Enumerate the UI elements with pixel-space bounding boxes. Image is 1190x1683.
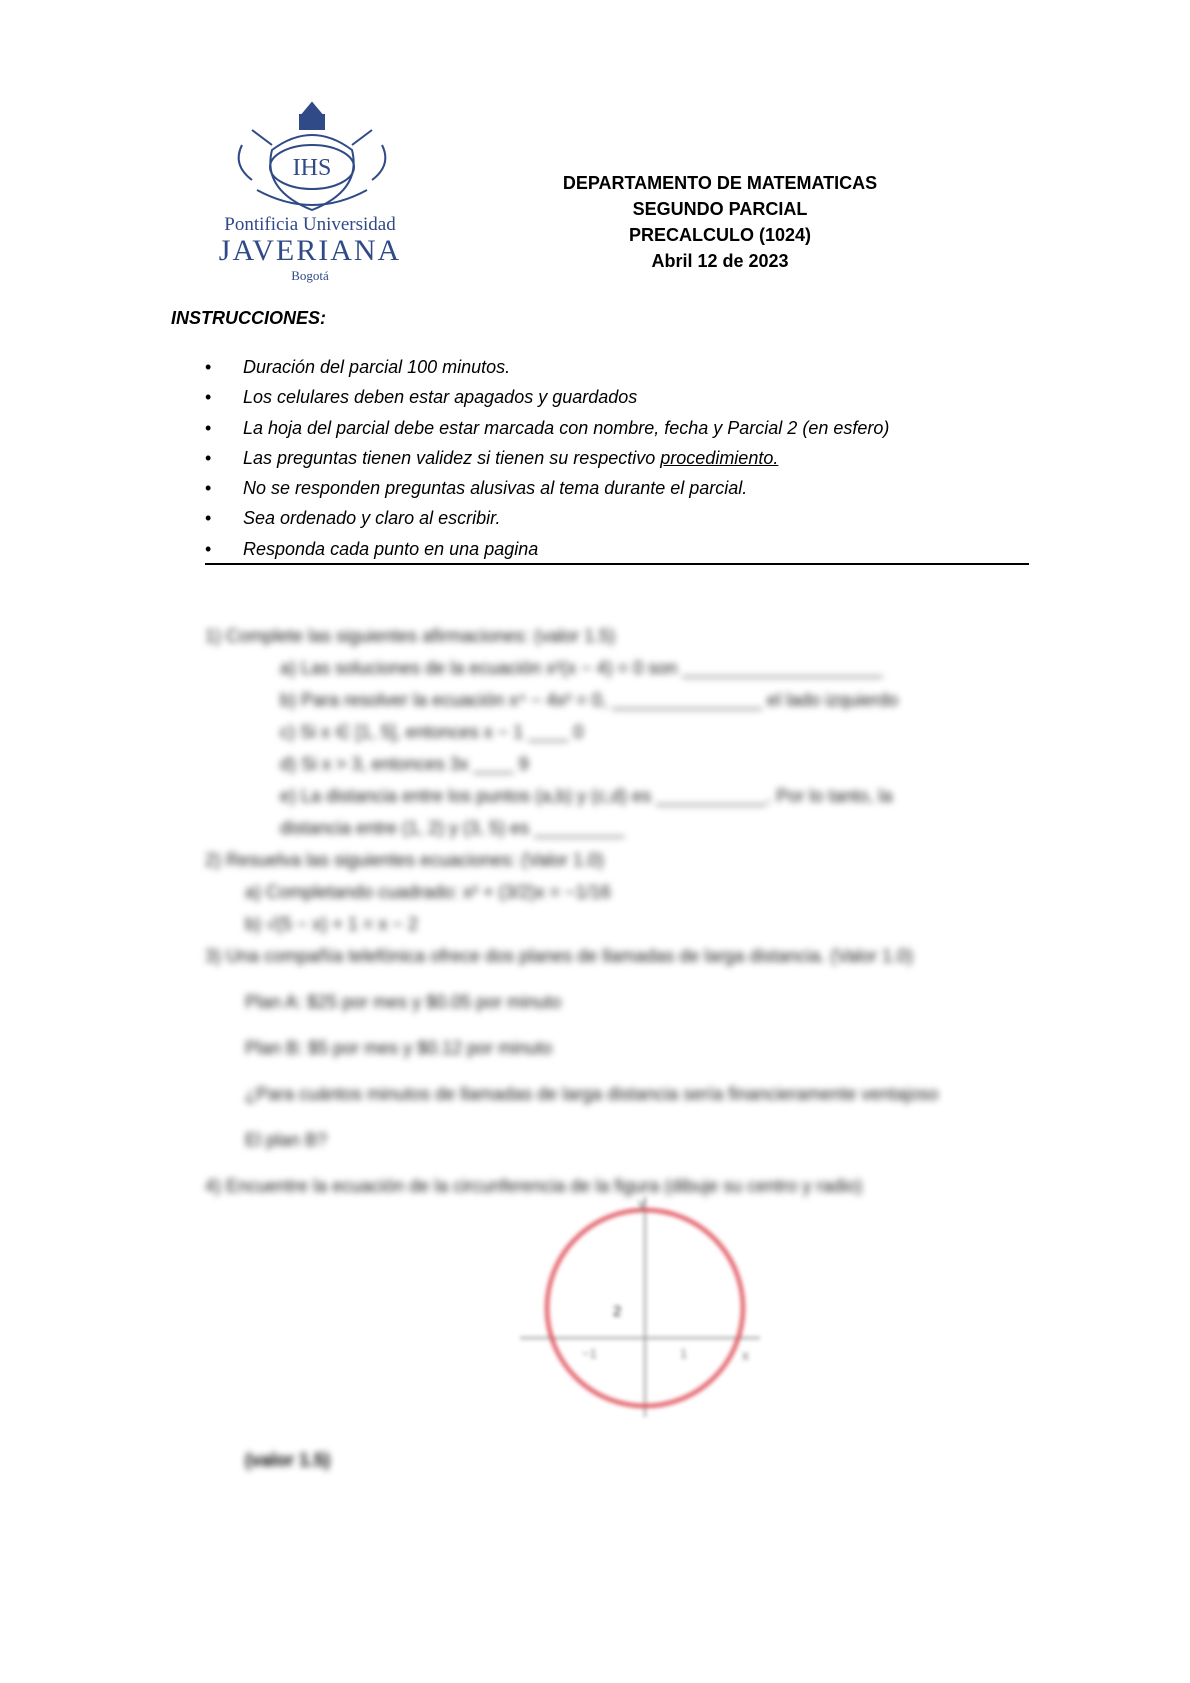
exam-title: SEGUNDO PARCIAL <box>632 199 808 219</box>
instruction-item <box>205 443 889 473</box>
questions-section <box>205 620 1035 1480</box>
instruction-item: • Sea ordenado y claro al escribir. <box>205 503 889 533</box>
department-title: DEPARTAMENTO DE MATEMATICAS <box>562 173 878 193</box>
question-1a: a) Las soluciones de la ecuación x²(x − 4) = 0 son ____________________ <box>280 658 883 678</box>
question-3-plan-b: Plan B: $5 por mes y $0.12 por minuto <box>245 1038 553 1058</box>
question-1: 1) Complete las siguientes afirmaciones: (valor 1.5) <box>205 626 616 646</box>
instruction-item: • La hoja del parcial debe estar marcada con nombre, fecha y Parcial 2 (en esfero) <box>205 413 889 443</box>
x-axis-label: x <box>742 1347 749 1363</box>
instruction-item: • No se responden preguntas alusivas al tema durante el parcial. <box>205 473 889 503</box>
question-2b: b) √(5 − x) + 1 = x − 2 <box>245 914 418 934</box>
instructions-title: INSTRUCCIONES: <box>171 308 327 328</box>
question-3-prompt-cont: El plan B? <box>245 1130 328 1150</box>
question-1c: c) Si x ∈ [1, 5], entonces x − 1 ____ 0 <box>280 722 584 742</box>
exam-date: Abril 12 de 2023 <box>651 251 789 271</box>
question-3: 3) Una compañía telefónica ofrece dos planes de llamadas de larga distancia. (Valor 1.0) <box>205 946 914 966</box>
question-1b: b) Para resolver la ecuación x⁴ − 4x² = 0, _______________ el lado izquierdo <box>280 690 899 710</box>
svg-text:IHS: IHS <box>292 155 332 181</box>
logo-line-javeriana: JAVERIANA <box>218 234 402 267</box>
question-4-value: (valor 1.5) <box>245 1450 331 1470</box>
exam-header <box>500 170 940 274</box>
tick-label-pos: 1 <box>680 1346 688 1361</box>
question-2a: a) Completando cuadrado: x² + (3/2)x = −1/16 <box>245 882 611 902</box>
instruction-item: • Duración del parcial 100 minutos. <box>205 352 889 382</box>
tick-label-neg: −1 <box>582 1346 597 1361</box>
course-title: PRECALCULO (1024) <box>628 225 812 245</box>
question-1e: e) La distancia entre los puntos (a,b) y (c,d) es ___________. Por lo tanto, la <box>280 786 893 806</box>
divider <box>205 563 1029 565</box>
instruction-item: • Los celulares deben estar apagados y guardados <box>205 382 889 412</box>
logo-line-city: Bogotá <box>291 268 329 283</box>
circle-figure <box>510 1192 770 1422</box>
instruction-item: • Responda cada punto en una pagina <box>205 534 889 564</box>
question-3-plan-a: Plan A: $25 por mes y $0.05 por minuto <box>245 992 562 1012</box>
question-3-prompt: ¿Para cuántos minutos de llamadas de larga distancia sería financieramente ventajoso <box>245 1084 939 1104</box>
instructions-list <box>205 352 889 564</box>
logo-line-university: Pontificia Universidad <box>224 214 396 235</box>
question-4: 4) Encuentre la ecuación de la circunferencia de la figura (dibuje su centro y radio) <box>205 1176 863 1196</box>
instruction-underlined: procedimiento. <box>660 447 779 468</box>
instruction-text: Las preguntas tienen validez si tienen su respectivo <box>243 447 656 468</box>
question-1e-cont: distancia entre (1, 2) y (3, 5) es _________ <box>280 818 625 838</box>
question-1d: d) Si x > 3, entonces 3x ____ 9 <box>280 754 529 774</box>
point-label: 2 <box>613 1303 622 1320</box>
y-axis-label: y <box>638 1195 645 1211</box>
question-2: 2) Resuelva las siguientes ecuaciones: (Valor 1.0) <box>205 850 604 870</box>
